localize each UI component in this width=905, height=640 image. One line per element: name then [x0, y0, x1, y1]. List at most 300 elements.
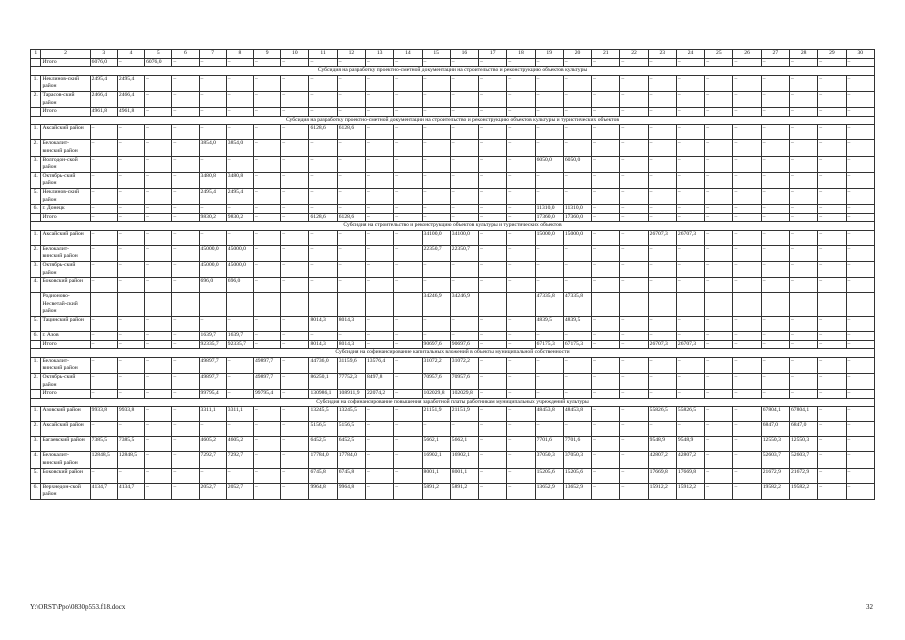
- value-cell: –: [253, 483, 280, 499]
- value-cell: 3854,0: [199, 140, 226, 156]
- value-cell: –: [450, 262, 478, 278]
- value-cell: –: [479, 230, 507, 245]
- value-cell: –: [676, 278, 704, 293]
- value-cell: –: [733, 278, 761, 293]
- value-cell: –: [172, 468, 199, 483]
- value-cell: –: [479, 108, 507, 117]
- value-cell: [479, 293, 507, 317]
- value-cell: –: [172, 58, 199, 67]
- value-cell: –: [592, 58, 620, 67]
- value-cell: –: [733, 172, 761, 188]
- value-cell: –: [507, 75, 535, 91]
- value-cell: –: [337, 156, 365, 172]
- value-cell: –: [117, 340, 144, 349]
- value-cell: 15205,6: [563, 468, 591, 483]
- value-cell: –: [563, 58, 591, 67]
- value-cell: –: [733, 262, 761, 278]
- value-cell: –: [309, 230, 337, 245]
- value-cell: 1639,7: [226, 332, 253, 341]
- value-cell: –: [199, 108, 226, 117]
- value-cell: [281, 293, 309, 317]
- value-cell: –: [507, 407, 535, 422]
- value-cell: –: [620, 205, 648, 214]
- value-cell: –: [422, 262, 450, 278]
- municipality-name: Родионово-Несветай-ский район: [41, 293, 90, 317]
- value-cell: –: [145, 205, 172, 214]
- value-cell: –: [117, 332, 144, 341]
- value-cell: –: [281, 374, 309, 390]
- value-cell: –: [172, 172, 199, 188]
- table-row: [31, 213, 875, 222]
- value-cell: –: [366, 156, 394, 172]
- value-cell: 45000,0: [226, 262, 253, 278]
- value-cell: –: [309, 262, 337, 278]
- value-cell: –: [479, 317, 507, 332]
- value-cell: –: [789, 75, 817, 91]
- value-cell: 9933,8: [117, 407, 144, 422]
- value-cell: –: [733, 483, 761, 499]
- value-cell: –: [90, 340, 117, 349]
- value-cell: –: [479, 140, 507, 156]
- value-cell: 6745,8: [309, 468, 337, 483]
- value-cell: –: [789, 340, 817, 349]
- page-number: 32: [866, 603, 873, 611]
- value-cell: –: [145, 468, 172, 483]
- value-cell: –: [281, 422, 309, 437]
- value-cell: –: [733, 452, 761, 468]
- value-cell: –: [281, 340, 309, 349]
- value-cell: –: [846, 58, 874, 67]
- value-cell: –: [394, 156, 422, 172]
- value-cell: –: [117, 205, 144, 214]
- value-cell: –: [337, 75, 365, 91]
- value-cell: –: [705, 468, 733, 483]
- value-cell: –: [281, 468, 309, 483]
- value-cell: –: [705, 340, 733, 349]
- value-cell: 26707,3: [648, 230, 676, 245]
- value-cell: –: [117, 172, 144, 188]
- value-cell: –: [648, 262, 676, 278]
- value-cell: –: [846, 332, 874, 341]
- value-cell: –: [450, 91, 478, 107]
- value-cell: –: [337, 278, 365, 293]
- value-cell: 67175,3: [563, 340, 591, 349]
- value-cell: 9933,8: [90, 407, 117, 422]
- municipality-name: Октябрь-ский район: [41, 172, 90, 188]
- value-cell: –: [450, 58, 478, 67]
- value-cell: –: [172, 188, 199, 204]
- value-cell: –: [705, 483, 733, 499]
- value-cell: –: [479, 390, 507, 399]
- value-cell: –: [309, 91, 337, 107]
- value-cell: –: [592, 340, 620, 349]
- value-cell: –: [366, 483, 394, 499]
- value-cell: 12550,3: [789, 437, 817, 452]
- value-cell: –: [620, 213, 648, 222]
- value-cell: –: [789, 262, 817, 278]
- value-cell: 9548,9: [648, 437, 676, 452]
- value-cell: –: [337, 91, 365, 107]
- row-number: [31, 58, 41, 67]
- row-number: 5.: [31, 317, 41, 332]
- value-cell: –: [789, 357, 817, 373]
- value-cell: 48453,8: [535, 407, 563, 422]
- value-cell: –: [592, 91, 620, 107]
- value-cell: –: [733, 332, 761, 341]
- municipality-name: Белокалит-винский район: [41, 452, 90, 468]
- column-number: 29: [818, 50, 846, 59]
- value-cell: –: [450, 205, 478, 214]
- value-cell: –: [172, 140, 199, 156]
- value-cell: –: [309, 156, 337, 172]
- table-row: [31, 262, 875, 278]
- column-number: 27: [761, 50, 789, 59]
- value-cell: –: [846, 317, 874, 332]
- value-cell: –: [818, 75, 846, 91]
- value-cell: –: [281, 407, 309, 422]
- value-cell: –: [172, 213, 199, 222]
- value-cell: 12848,5: [117, 452, 144, 468]
- table-row: [31, 188, 875, 204]
- table-row: [31, 340, 875, 349]
- value-cell: –: [281, 390, 309, 399]
- value-cell: –: [253, 205, 280, 214]
- value-cell: 49897,7: [253, 357, 280, 373]
- value-cell: 70957,6: [450, 374, 478, 390]
- value-cell: –: [507, 340, 535, 349]
- value-cell: –: [226, 91, 253, 107]
- column-number: 7: [199, 50, 226, 59]
- value-cell: –: [281, 140, 309, 156]
- value-cell: –: [507, 91, 535, 107]
- municipality-name: Тарасов-ский район: [41, 91, 90, 107]
- value-cell: –: [309, 245, 337, 261]
- value-cell: –: [733, 230, 761, 245]
- value-cell: –: [761, 317, 789, 332]
- value-cell: –: [761, 230, 789, 245]
- value-cell: –: [592, 422, 620, 437]
- value-cell: 108911,9: [337, 390, 365, 399]
- value-cell: –: [145, 125, 172, 140]
- value-cell: –: [172, 422, 199, 437]
- value-cell: –: [117, 262, 144, 278]
- value-cell: –: [366, 332, 394, 341]
- value-cell: 9548,9: [676, 437, 704, 452]
- table-row: [31, 172, 875, 188]
- value-cell: 8014,3: [309, 317, 337, 332]
- section-heading-row: [31, 398, 875, 407]
- value-cell: –: [648, 205, 676, 214]
- value-cell: –: [199, 230, 226, 245]
- value-cell: –: [789, 245, 817, 261]
- value-cell: –: [226, 468, 253, 483]
- value-cell: –: [846, 75, 874, 91]
- row-number: 2.: [31, 422, 41, 437]
- value-cell: 9964,8: [309, 483, 337, 499]
- value-cell: 17784,0: [309, 452, 337, 468]
- value-cell: –: [199, 468, 226, 483]
- value-cell: 7292,7: [226, 452, 253, 468]
- value-cell: 1639,7: [199, 332, 226, 341]
- value-cell: –: [535, 374, 563, 390]
- value-cell: 2052,7: [226, 483, 253, 499]
- value-cell: –: [761, 205, 789, 214]
- row-number: 6.: [31, 483, 41, 499]
- value-cell: –: [507, 317, 535, 332]
- value-cell: 15000,0: [563, 230, 591, 245]
- value-cell: –: [846, 172, 874, 188]
- value-cell: –: [507, 188, 535, 204]
- value-cell: –: [281, 452, 309, 468]
- value-cell: –: [479, 172, 507, 188]
- value-cell: –: [337, 188, 365, 204]
- value-cell: –: [90, 390, 117, 399]
- value-cell: –: [676, 125, 704, 140]
- value-cell: 31159,6: [337, 357, 365, 373]
- value-cell: –: [117, 468, 144, 483]
- value-cell: –: [90, 172, 117, 188]
- value-cell: –: [620, 245, 648, 261]
- value-cell: –: [90, 278, 117, 293]
- value-cell: –: [450, 317, 478, 332]
- value-cell: –: [648, 213, 676, 222]
- value-cell: –: [281, 91, 309, 107]
- value-cell: –: [648, 125, 676, 140]
- table-row: [31, 422, 875, 437]
- value-cell: –: [90, 213, 117, 222]
- value-cell: –: [366, 452, 394, 468]
- value-cell: –: [90, 125, 117, 140]
- value-cell: –: [90, 262, 117, 278]
- row-number: 3.: [31, 262, 41, 278]
- value-cell: 37050,3: [563, 452, 591, 468]
- value-cell: 34100,0: [422, 230, 450, 245]
- value-cell: –: [761, 245, 789, 261]
- value-cell: [846, 293, 874, 317]
- value-cell: 4134,7: [117, 483, 144, 499]
- value-cell: –: [281, 437, 309, 452]
- value-cell: –: [846, 156, 874, 172]
- table-row: [31, 140, 875, 156]
- column-number: 25: [705, 50, 733, 59]
- value-cell: 7292,7: [199, 452, 226, 468]
- value-cell: –: [450, 422, 478, 437]
- value-cell: 15912,2: [648, 483, 676, 499]
- value-cell: –: [394, 262, 422, 278]
- value-cell: –: [535, 58, 563, 67]
- value-cell: –: [620, 317, 648, 332]
- section-heading-row: [31, 222, 875, 231]
- value-cell: –: [450, 125, 478, 140]
- value-cell: –: [846, 278, 874, 293]
- value-cell: [789, 293, 817, 317]
- value-cell: –: [117, 125, 144, 140]
- value-cell: –: [281, 230, 309, 245]
- value-cell: –: [818, 374, 846, 390]
- value-cell: –: [818, 125, 846, 140]
- table-row: [31, 245, 875, 261]
- value-cell: –: [172, 108, 199, 117]
- value-cell: 2495,4: [226, 188, 253, 204]
- value-cell: –: [172, 390, 199, 399]
- value-cell: –: [705, 156, 733, 172]
- value-cell: –: [226, 156, 253, 172]
- value-cell: –: [422, 91, 450, 107]
- value-cell: –: [145, 172, 172, 188]
- section-title: Субсидия на софинансирование повышения заработной платы работникам муниципальных учреждений культуры: [31, 398, 875, 407]
- value-cell: –: [733, 245, 761, 261]
- column-number: 18: [507, 50, 535, 59]
- value-cell: –: [450, 213, 478, 222]
- value-cell: 6128,6: [309, 125, 337, 140]
- value-cell: 6128,6: [337, 125, 365, 140]
- table-row: [31, 108, 875, 117]
- value-cell: –: [172, 332, 199, 341]
- table-row: [31, 483, 875, 499]
- municipality-name: Итого: [41, 58, 90, 67]
- value-cell: 9830,2: [226, 213, 253, 222]
- value-cell: –: [337, 172, 365, 188]
- value-cell: –: [789, 374, 817, 390]
- value-cell: –: [535, 245, 563, 261]
- value-cell: –: [479, 407, 507, 422]
- value-cell: –: [172, 374, 199, 390]
- value-cell: –: [535, 332, 563, 341]
- value-cell: –: [226, 422, 253, 437]
- value-cell: 55826,5: [676, 407, 704, 422]
- value-cell: –: [676, 357, 704, 373]
- value-cell: 19582,2: [761, 483, 789, 499]
- table-row: [31, 293, 875, 317]
- column-number: 26: [733, 50, 761, 59]
- value-cell: 6847,0: [761, 422, 789, 437]
- value-cell: –: [281, 245, 309, 261]
- value-cell: –: [226, 58, 253, 67]
- value-cell: [592, 293, 620, 317]
- value-cell: –: [479, 156, 507, 172]
- row-number: [31, 108, 41, 117]
- value-cell: [394, 293, 422, 317]
- value-cell: –: [117, 213, 144, 222]
- value-cell: –: [366, 262, 394, 278]
- value-cell: 3480,8: [199, 172, 226, 188]
- value-cell: –: [846, 452, 874, 468]
- value-cell: 26707,3: [648, 340, 676, 349]
- value-cell: –: [366, 108, 394, 117]
- column-number: 24: [676, 50, 704, 59]
- value-cell: –: [789, 140, 817, 156]
- value-cell: 9964,8: [337, 483, 365, 499]
- value-cell: –: [145, 108, 172, 117]
- value-cell: –: [90, 374, 117, 390]
- value-cell: –: [648, 58, 676, 67]
- value-cell: 17784,0: [337, 452, 365, 468]
- value-cell: 6452,5: [309, 437, 337, 452]
- value-cell: 4605,2: [226, 437, 253, 452]
- value-cell: –: [620, 278, 648, 293]
- value-cell: –: [676, 75, 704, 91]
- value-cell: –: [648, 108, 676, 117]
- value-cell: –: [309, 140, 337, 156]
- value-cell: 130986,1: [309, 390, 337, 399]
- row-number: 6.: [31, 205, 41, 214]
- value-cell: –: [394, 483, 422, 499]
- value-cell: –: [172, 91, 199, 107]
- value-cell: –: [563, 172, 591, 188]
- value-cell: 6847,0: [789, 422, 817, 437]
- value-cell: –: [535, 75, 563, 91]
- value-cell: –: [422, 213, 450, 222]
- value-cell: 92335,7: [199, 340, 226, 349]
- value-cell: –: [366, 188, 394, 204]
- column-number: 2: [41, 50, 90, 59]
- footer-file-path: Y:\ORST\Ppo\0830p553.f18.docx: [30, 603, 126, 611]
- value-cell: –: [789, 188, 817, 204]
- row-number: 3.: [31, 437, 41, 452]
- column-number: 4: [117, 50, 144, 59]
- value-cell: –: [676, 317, 704, 332]
- value-cell: –: [620, 108, 648, 117]
- value-cell: –: [226, 205, 253, 214]
- value-cell: –: [620, 437, 648, 452]
- column-number: 15: [422, 50, 450, 59]
- value-cell: –: [563, 357, 591, 373]
- value-cell: –: [648, 75, 676, 91]
- value-cell: –: [789, 205, 817, 214]
- value-cell: 2466,4: [90, 91, 117, 107]
- value-cell: –: [705, 262, 733, 278]
- value-cell: –: [253, 108, 280, 117]
- value-cell: –: [846, 407, 874, 422]
- value-cell: –: [172, 245, 199, 261]
- value-cell: 4605,2: [199, 437, 226, 452]
- value-cell: –: [145, 140, 172, 156]
- value-cell: –: [789, 58, 817, 67]
- value-cell: –: [117, 390, 144, 399]
- value-cell: –: [281, 213, 309, 222]
- value-cell: –: [620, 357, 648, 373]
- value-cell: –: [145, 332, 172, 341]
- value-cell: –: [733, 340, 761, 349]
- value-cell: –: [761, 108, 789, 117]
- value-cell: –: [309, 108, 337, 117]
- value-cell: –: [479, 125, 507, 140]
- column-number: 22: [620, 50, 648, 59]
- municipality-name: Итого: [41, 390, 90, 399]
- value-cell: –: [563, 422, 591, 437]
- value-cell: –: [366, 468, 394, 483]
- value-cell: –: [705, 407, 733, 422]
- value-cell: –: [846, 245, 874, 261]
- value-cell: –: [394, 437, 422, 452]
- value-cell: –: [145, 317, 172, 332]
- value-cell: 52603,7: [761, 452, 789, 468]
- value-cell: 22350,7: [450, 245, 478, 261]
- value-cell: –: [733, 125, 761, 140]
- value-cell: –: [507, 172, 535, 188]
- value-cell: –: [818, 230, 846, 245]
- value-cell: 67804,1: [789, 407, 817, 422]
- value-cell: 8001,1: [450, 468, 478, 483]
- row-number: [31, 213, 41, 222]
- value-cell: –: [422, 278, 450, 293]
- value-cell: –: [761, 357, 789, 373]
- municipality-name: Итого: [41, 340, 90, 349]
- value-cell: [818, 293, 846, 317]
- value-cell: 102029,8: [422, 390, 450, 399]
- value-cell: –: [563, 374, 591, 390]
- value-cell: –: [507, 278, 535, 293]
